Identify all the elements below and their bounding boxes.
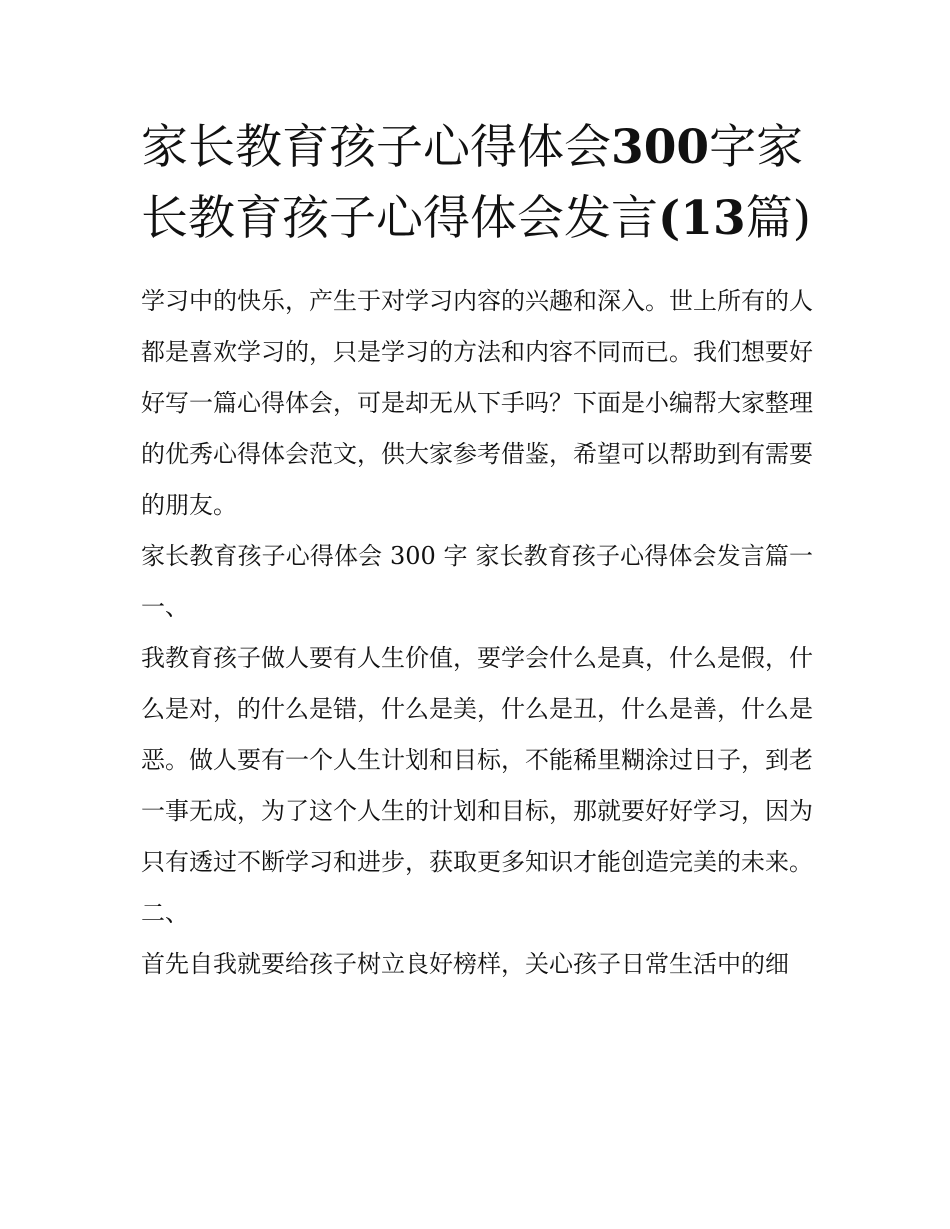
title-part-4: (13 xyxy=(658,191,746,246)
section-2-paragraph: 首先自我就要给孩子树立良好榜样，关心孩子日常生活中的细 xyxy=(141,950,789,978)
document-title xyxy=(141,112,813,254)
intro-paragraph: 学习中的快乐，产生于对学习内容的兴趣和深入。世上所有的人都是喜欢学习的，只是学习的方法和内容不同而已。我们想要好好写一篇心得体会，可是却无从下手吗？下面是小编帮大家整理的优秀心得体会范文，供大家参考借鉴，希望可以帮助到有需要的朋友。 xyxy=(141,287,813,519)
title-part-1: 家长教育孩子心得体会 xyxy=(141,120,611,175)
document-body xyxy=(141,276,813,990)
document-page xyxy=(141,112,813,990)
title-part-3: 字家长教育孩子心得体会发言 xyxy=(141,120,804,246)
title-part-5: 篇) xyxy=(745,191,811,246)
section-heading-1: 家长教育孩子心得体会 300 字 家长教育孩子心得体会发言篇一 一、 xyxy=(141,542,813,621)
section-heading-2: 二、 xyxy=(141,899,189,927)
section-1-paragraph: 我教育孩子做人要有人生价值，要学会什么是真，什么是假，什么是对，的什么是错，什么是美，什么是丑，什么是善，什么是恶。做人要有一个人生计划和目标，不能稀里糊涂过日子，到老一事无成，为了这个人生的计划和目标，那就要好好学习，因为只有透过不断学习和进步，获取更多知识才能创造完美的未来。 xyxy=(141,644,813,876)
title-part-2: 300 xyxy=(611,120,710,175)
